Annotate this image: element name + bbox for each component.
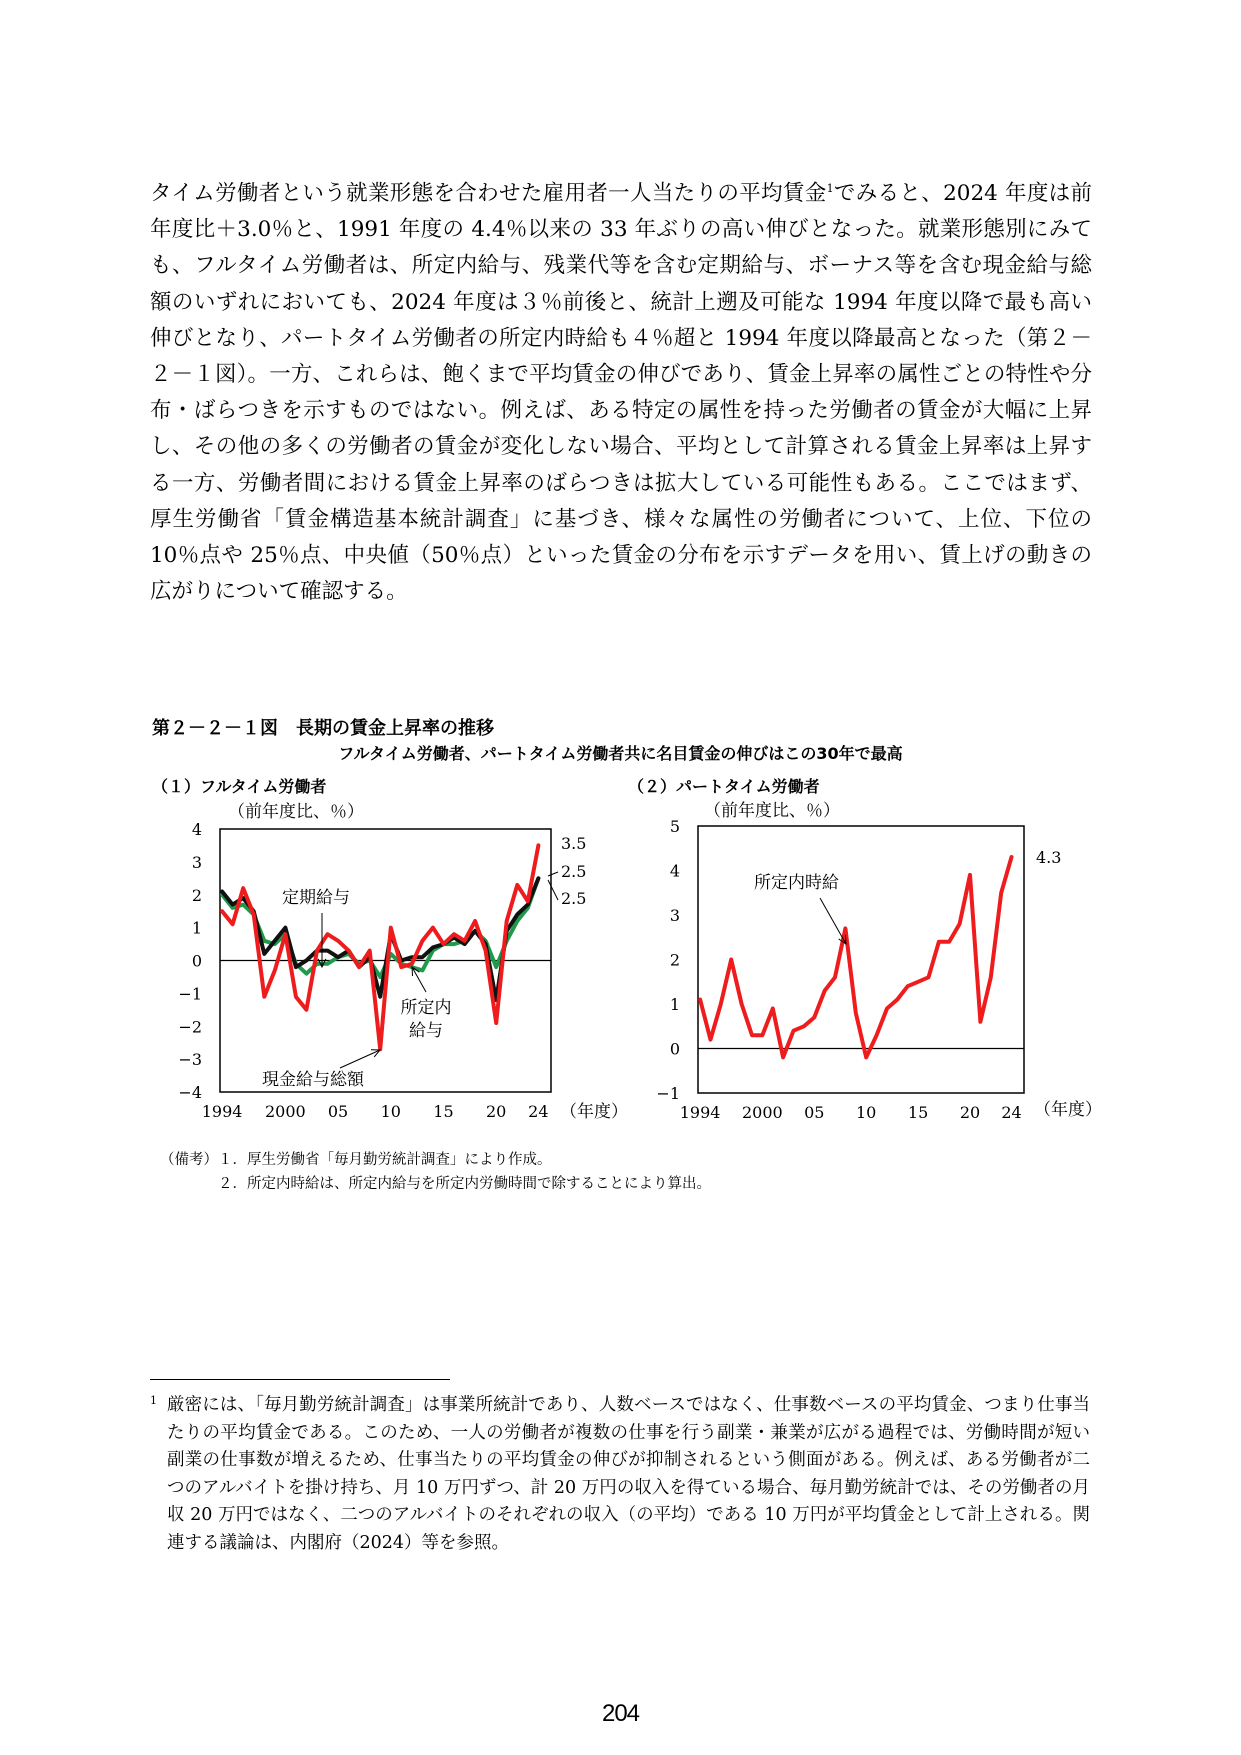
figure-title: 第２－２－１図 長期の賃金上昇率の推移 [152, 718, 494, 739]
y-tick-label: −3 [178, 1050, 202, 1070]
x-tick-label: 05 [804, 1103, 825, 1122]
x-tick-label: 1994 [679, 1103, 721, 1122]
x-axis-label: （年度） [1034, 1100, 1102, 1120]
y-tick-label: −1 [178, 984, 202, 1004]
y-tick-label: 4 [669, 861, 680, 881]
x-tick-label: 10 [380, 1102, 401, 1121]
annotation-arrow [820, 898, 846, 944]
y-tick-label: 1 [191, 918, 202, 938]
footnote-mark: 1 [150, 1394, 157, 1407]
x-axis-label: （年度） [560, 1102, 628, 1122]
x-tick-label: 20 [486, 1102, 507, 1121]
body-text-part1: タイム労働者という就業形態を合わせた雇用者一人当たりの平均賃金 [150, 181, 827, 206]
end-value-label: 4.3 [1036, 848, 1062, 867]
annotation-label: 定期給与 [282, 888, 350, 908]
panel-title-parttime: （２）パートタイム労働者 [628, 777, 820, 796]
footnote-divider [150, 1379, 450, 1380]
x-tick-label: 15 [907, 1103, 929, 1122]
panel-title-fulltime: （１）フルタイム労働者 [152, 777, 327, 796]
end-label-connector [548, 872, 558, 876]
y-tick-label: 2 [191, 885, 202, 905]
annotation-arrow [340, 1050, 380, 1068]
y-tick-label: 0 [191, 951, 202, 971]
x-tick-label: 05 [327, 1102, 349, 1121]
body-paragraph-block [150, 176, 1092, 610]
figure-notes [160, 1148, 711, 1196]
y-tick-label: −1 [656, 1084, 680, 1103]
end-value-label: 2.5 [561, 889, 587, 908]
y-tick-label: 0 [669, 1039, 680, 1059]
footnote [150, 1392, 1090, 1558]
footnote-reference[interactable]: 1 [826, 181, 834, 195]
y-tick-label: 5 [669, 817, 680, 836]
body-text-part2: でみると、2024 年度は前年度比＋3.0％と、1991 年度の 4.4％以来の 33 年ぶりの高い伸びとなった。就業形態別にみても、フルタイム労働者は、所定内給与、残業代等を含む定期給与、ボーナス等を含む現金給与総額のいずれにおいても、2024 年度は３％前後と、統計上遡及可能な 1994 年度以降で最も高い伸びとなり、パートタイム労働者の所定内時給も４％超と 1994 年度以降最高となった（第２－２－１図）。一方、これらは、飽くまで平均賃金の伸びであり、賃金上昇率の属性ごとの特性や分布・ばらつきを示すものではない。例えば、ある特定の属性を持った労働者の賃金が大幅に上昇し、その他の多くの労働者の賃金が変化しない場合、平均として計算される賃金上昇率は上昇する一方、労働者間における賃金上昇率のばらつきは拡大している可能性もある。ここではまず、厚生労働省「賃金構造基本統計調査」に基づき、様々な属性の労働者について、上位、下位の 10％点や 25％点、中央値（50％点）といった賃金の分布を示すデータを用い、賃上げの動きの広がりについて確認する。 [150, 181, 1092, 605]
note-line-1: （備考）１．厚生労働省「毎月勤労統計調査」により作成。 [160, 1152, 552, 1168]
wage-growth-charts [120, 796, 1110, 1136]
annotation-label: 所定内給与 [400, 998, 452, 1041]
footnote-text: 厳密には、「毎月勤労統計調査」は事業所統計であり、人数ベースではなく、仕事数ベースの平均賃金、つまり仕事当たりの平均賃金である。このため、一人の労働者が複数の仕事を行う副業・兼業が広がる過程では、労働時間が短い副業の仕事数が増えるため、仕事当たりの平均賃金の伸びが抑制されるという側面がある。例えば、ある労働者が二つのアルバイトを掛け持ち、月 10 万円ずつ、計 20 万円の収入を得ている場合、毎月勤労統計では、その労働者の月収 20 万円ではなく、二つのアルバイトのそれぞれの収入（の平均）である 10 万円が平均賃金として計上される。関連する議論は、内閣府（2024）等を参照。 [167, 1395, 1090, 1553]
annotation-label: 現金給与総額 [262, 1070, 364, 1090]
y-tick-label: −2 [178, 1017, 202, 1037]
x-tick-label: 10 [856, 1103, 877, 1122]
annotation-label: 所定内時給 [754, 873, 839, 893]
x-tick-label: 15 [433, 1102, 454, 1121]
note-line-2: ２．所定内時給は、所定内給与を所定内労働時間で除することにより算出。 [160, 1176, 711, 1192]
body-paragraph [150, 176, 1092, 610]
x-tick-label: 1994 [201, 1102, 243, 1121]
x-tick-label: 2000 [264, 1102, 306, 1121]
x-tick-label: 24 [528, 1102, 549, 1121]
y-tick-label: 3 [669, 906, 680, 925]
x-tick-label: 2000 [742, 1103, 783, 1122]
y-tick-label: −4 [178, 1083, 202, 1102]
unit-label: （前年度比、％） [228, 802, 364, 822]
y-tick-label: 3 [191, 852, 202, 872]
page-number: 204 [601, 1700, 640, 1727]
end-value-label: 3.5 [561, 834, 587, 853]
y-tick-label: 4 [191, 820, 202, 839]
end-value-label: 2.5 [561, 862, 587, 881]
figure-subtitle: フルタイム労働者、パートタイム労働者共に名目賃金の伸びはこの30年で最高 [338, 744, 903, 763]
x-tick-label: 24 [1001, 1103, 1022, 1122]
end-label-connector [548, 880, 558, 900]
unit-label: （前年度比、％） [704, 801, 840, 821]
y-tick-label: 1 [669, 995, 680, 1014]
series-line-1-0 [700, 857, 1011, 1057]
x-tick-label: 20 [959, 1103, 981, 1122]
y-tick-label: 2 [669, 950, 680, 970]
